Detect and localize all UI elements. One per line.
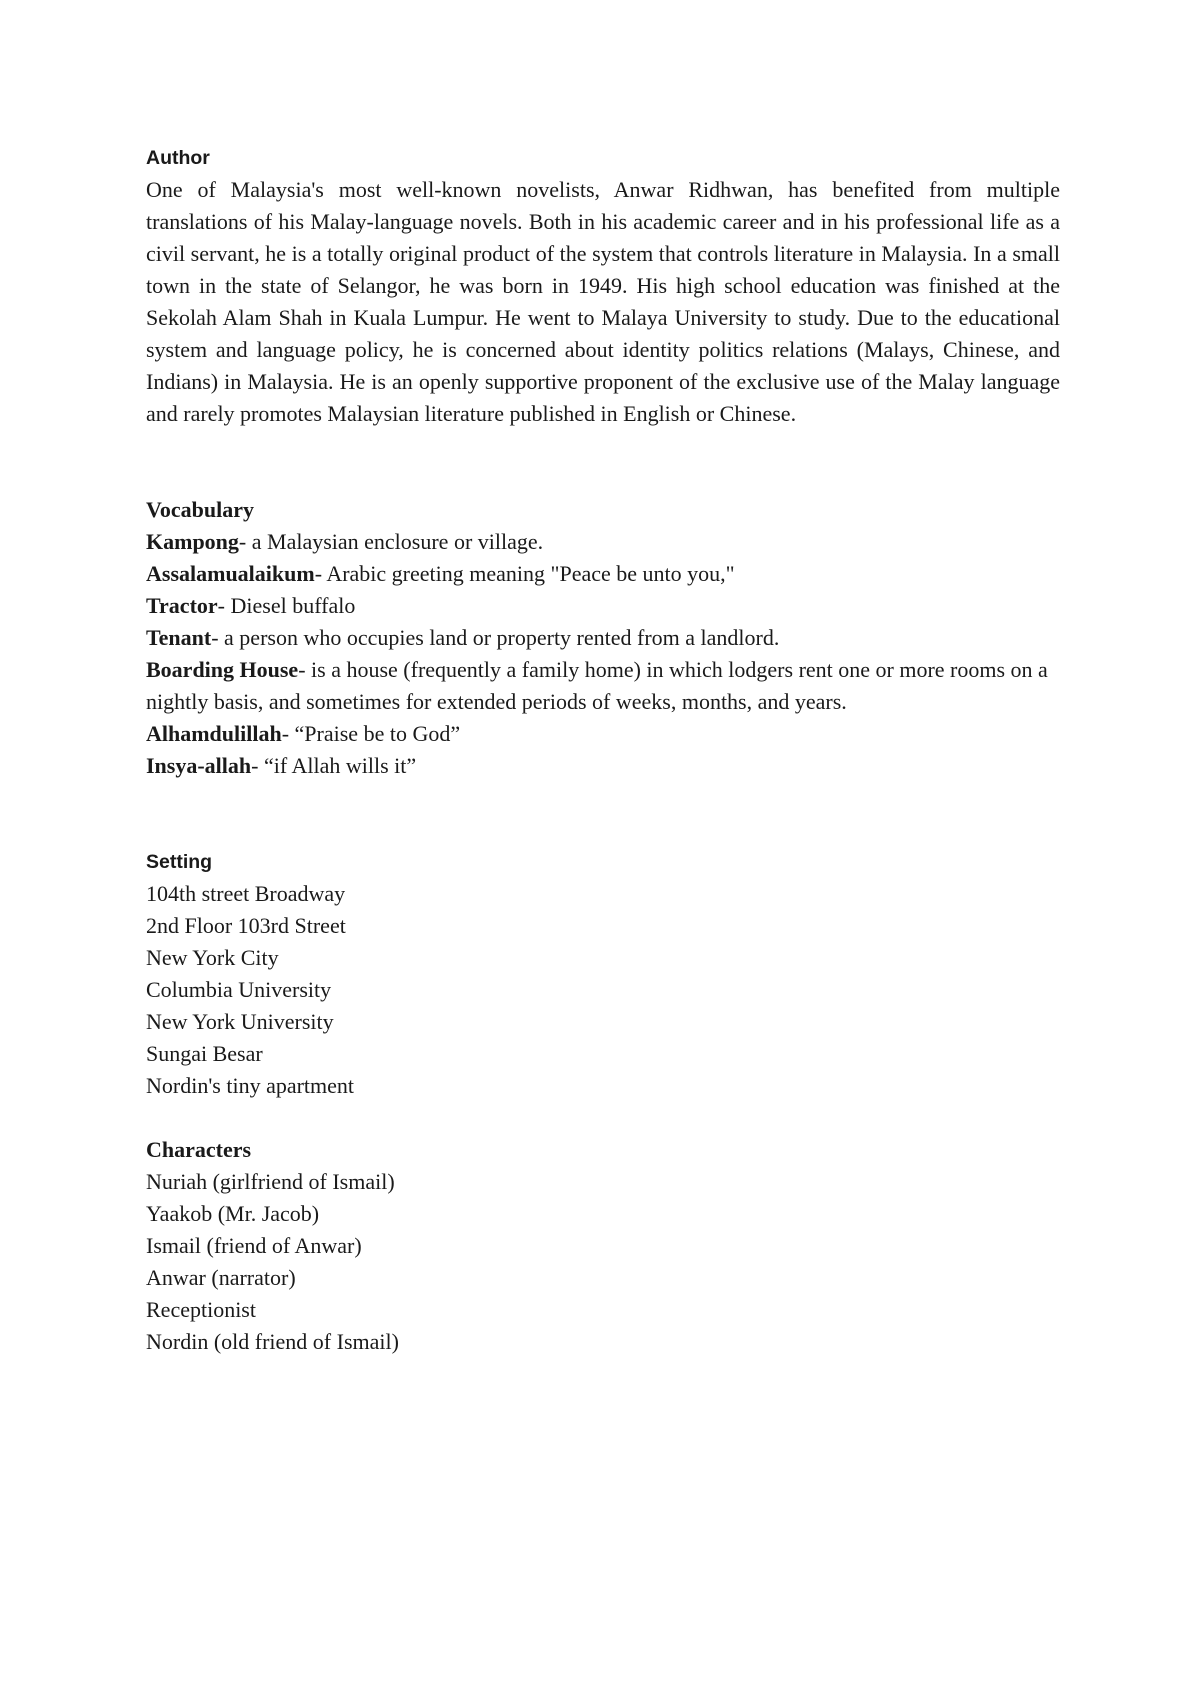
author-section xyxy=(146,142,1060,430)
character-item: Anwar (narrator) xyxy=(146,1265,296,1290)
vocab-entry xyxy=(146,750,1060,782)
vocab-definition: - a person who occupies land or property rented from a landlord. xyxy=(211,625,780,650)
setting-heading: Setting xyxy=(146,851,213,873)
vocab-definition: - is a house (frequently a family home) in which lodgers rent one or more rooms on a nightly basis, and sometimes for extended periods of weeks, months, and years. xyxy=(146,657,1048,714)
vocab-term: Alhamdulillah xyxy=(146,721,282,746)
vocab-entry xyxy=(146,622,1060,654)
vocab-entry xyxy=(146,558,1060,590)
author-paragraph: One of Malaysia's most well-known novelists, Anwar Ridhwan, has benefited from multiple translations of his Malay-language novels. Both in his academic career and in his professional life as a civil servant, he is a totally original product of the system that controls literature in Malaysia. In a small town in the state of Selangor, he was born in 1949. His high school education was finished at the Sekolah Alam Shah in Kuala Lumpur. He went to Malaya University to study. Due to the educational system and language policy, he is concerned about identity politics relations (Malays, Chinese, and Indians) in Malaysia. He is an openly supportive proponent of the exclusive use of the Malay language and rarely promotes Malaysian literature published in English or Chinese. xyxy=(146,177,1060,426)
character-item: Nordin (old friend of Ismail) xyxy=(146,1329,399,1354)
vocab-term: Kampong xyxy=(146,529,239,554)
characters-section xyxy=(146,1134,1060,1358)
character-item: Nuriah (girlfriend of Ismail) xyxy=(146,1169,395,1194)
setting-item: New York University xyxy=(146,1009,334,1034)
vocab-entry xyxy=(146,526,1060,558)
vocab-term: Tractor xyxy=(146,593,218,618)
vocabulary-heading: Vocabulary xyxy=(146,497,254,522)
setting-item: New York City xyxy=(146,945,279,970)
vocab-entry xyxy=(146,718,1060,750)
setting-item: Sungai Besar xyxy=(146,1041,263,1066)
character-item: Yaakob (Mr. Jacob) xyxy=(146,1201,320,1226)
vocab-entry xyxy=(146,590,1060,622)
vocab-definition: - a Malaysian enclosure or village. xyxy=(238,529,544,554)
vocab-term: Boarding House xyxy=(146,657,299,682)
setting-section xyxy=(146,846,1060,1102)
character-item: Receptionist xyxy=(146,1297,256,1322)
vocab-definition: - “if Allah wills it” xyxy=(251,753,417,778)
vocab-entry xyxy=(146,654,1060,718)
vocab-definition: - Arabic greeting meaning "Peace be unto you," xyxy=(314,561,735,586)
section-spacer xyxy=(146,782,1060,846)
author-heading: Author xyxy=(146,147,210,169)
vocab-term: Insya-allah xyxy=(146,753,252,778)
section-spacer xyxy=(146,430,1060,494)
characters-heading: Characters xyxy=(146,1137,252,1162)
section-spacer xyxy=(146,1102,1060,1134)
setting-item: 2nd Floor 103rd Street xyxy=(146,913,346,938)
setting-item: Nordin's tiny apartment xyxy=(146,1073,355,1098)
document-page xyxy=(146,142,1060,1358)
vocab-definition: - “Praise be to God” xyxy=(281,721,461,746)
vocab-definition: - Diesel buffalo xyxy=(217,593,356,618)
vocabulary-section xyxy=(146,494,1060,782)
character-item: Ismail (friend of Anwar) xyxy=(146,1233,362,1258)
vocab-term: Assalamualaikum xyxy=(146,561,315,586)
setting-item: Columbia University xyxy=(146,977,332,1002)
vocab-term: Tenant xyxy=(146,625,212,650)
setting-item: 104th street Broadway xyxy=(146,881,346,906)
